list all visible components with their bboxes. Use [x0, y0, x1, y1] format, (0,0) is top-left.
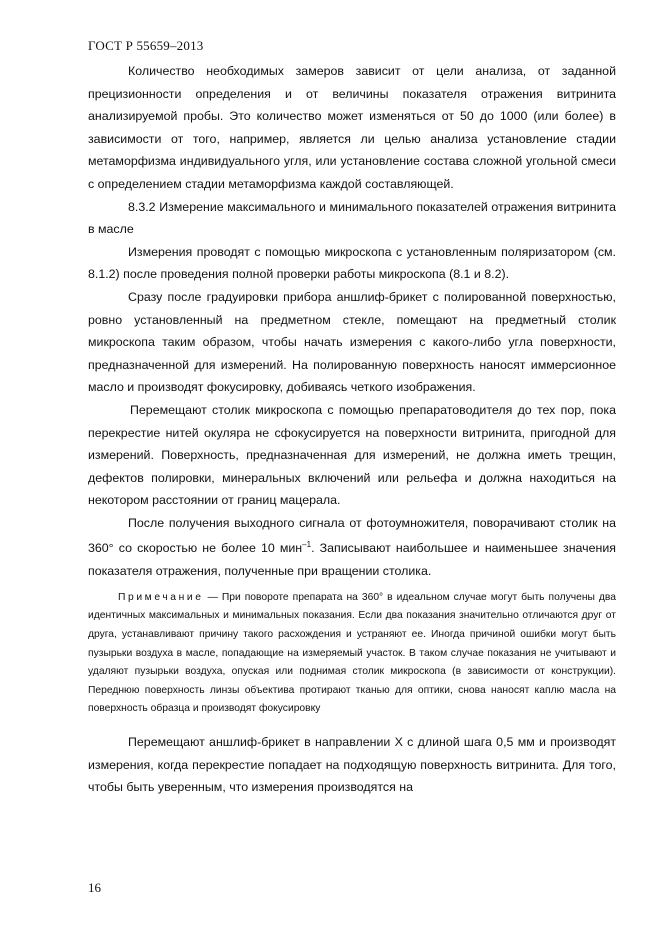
- paragraph-stage-movement: Перемещают столик микроскопа с помощью препаратоводителя до тех пор, пока перекрестие нитей окуляра не сфокусируется на поверхности витринита, пригодной для измерений. Поверхность, предназначенная для измерений, не должна иметь трещин, дефектов полировки, минеральных включений или рельефа и должна находиться на некотором расстоянии от границ мацерала.: [88, 402, 616, 508]
- note-block: [88, 589, 616, 719]
- page-number: 16: [88, 880, 101, 895]
- paragraph-microscope-setup: Измерения проводят с помощью микроскопа с установленным поляризатором (см. 8.1.2) после проведения полной проверки работы микроскопа (8.1 и 8.2).: [88, 244, 616, 282]
- paragraph-rotation: [88, 512, 616, 583]
- paragraph-step-movement: Перемещают аншлиф-брикет в направлении X с длиной шага 0,5 мм и производят измерения, когда перекрестие попадает на подходящую поверхность витринита. Для того, чтобы быть уверенным, что измерения производятся на: [88, 734, 616, 795]
- document-body: [88, 60, 616, 799]
- paragraph-calibration: Сразу после градуировки прибора аншлиф-брикет с полированной поверхностью, ровно установленный на предметном стекле, помещают на предметный столик микроскопа таким образом, чтобы начать измерения с какого-либо угла поверхности, предназначенной для измерений. На полированную поверхность наносят иммерсионное масло и производят фокусировку, добиваясь четкого изображения.: [88, 289, 616, 395]
- rotation-text-after: . Записывают наибольшее и наименьшее значения показателя отражения, полученные при вращении столика.: [88, 541, 616, 579]
- rotation-text-before: После получения выходного сигнала от фотоумножителя, поворачивают столик на 360° со скоростью не более 10 мин: [88, 515, 616, 556]
- section-heading-8-3-2: 8.3.2 Измерение максимального и минимального показателей отражения витринита в масле: [88, 199, 616, 237]
- note-text: — При повороте препарата на 360° в идеальном случае могут быть получены два идентичных максимальных и минимальных показания. Если два показания значительно отличаются друг от друга, устанавливают причину такого расхождения и устраняют ее. Иногда причиной ошибки могут быть пузырьки воздуха в масле, попадающие на измеряемый участок. В таком случае показания не учитывают и удаляют пузырьки воздуха, опуская или поднимая столик микроскопа (в зависимости от конструкции). Переднюю поверхность линзы объектива протирают тканью для оптики, снова наносят каплю масла на поверхность образца и производят фокусировку: [88, 591, 616, 715]
- note-label: Примечание: [118, 591, 204, 603]
- superscript-minus-one: –1: [302, 540, 312, 550]
- paragraph-measurement-count: Количество необходимых замеров зависит от цели анализа, от заданной прецизионности определения и от величины показателя отражения витринита анализируемой пробы. Это количество может изменяться от 50 до 1000 (или более) в зависимости от того, например, является ли целью анализа установление стадии метаморфизма индивидуального угля, или установление состава сложной угольной смеси с определением стадии метаморфизма каждой составляющей.: [88, 64, 616, 191]
- standard-code-header: ГОСТ Р 55659–2013: [88, 38, 204, 53]
